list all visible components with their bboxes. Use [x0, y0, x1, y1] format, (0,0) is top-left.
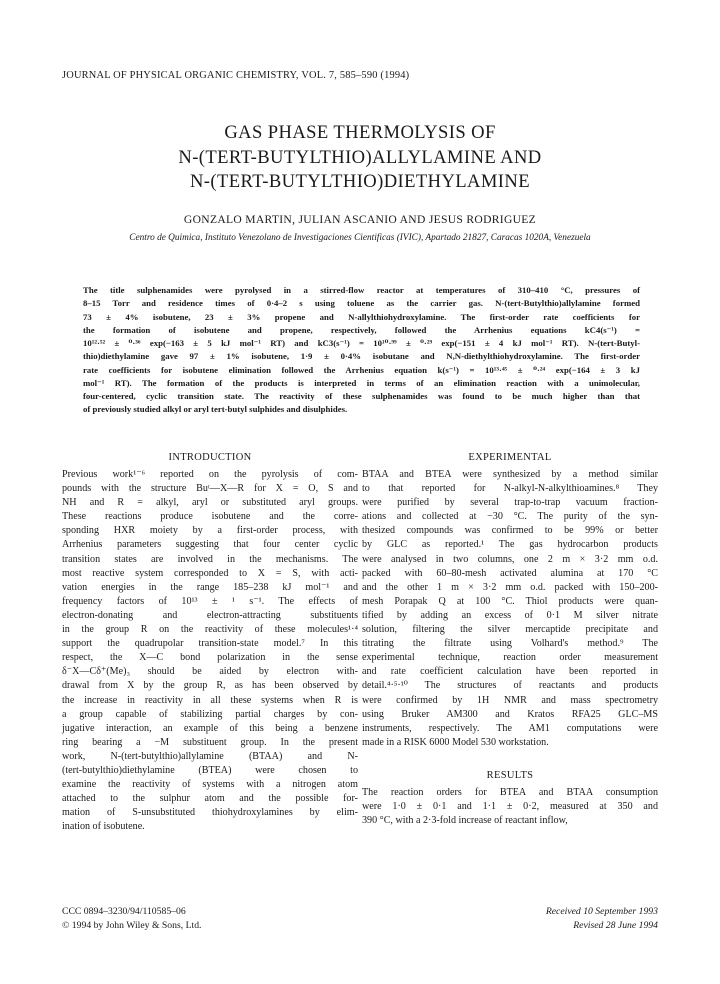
text-line: the increase in reactivity in all these systems when R is	[62, 694, 358, 706]
right-column	[362, 448, 658, 828]
text-line: transition states are involved in the mechanisms. The	[62, 553, 358, 565]
text-line: packed with 60–80-mesh activated alumina at 170 °C	[362, 567, 658, 579]
text-line: ination of isobutene.	[62, 821, 145, 833]
text-line: titrating the filtrate using Volhard's method.⁹ The	[362, 638, 658, 650]
text-line: solution, filtering the silver mercaptide precipitate and	[362, 624, 658, 636]
abstract-line: the formation of isobutene and propene, respectively, followed the Arrhenius equations kC4(s⁻¹) =	[83, 324, 640, 335]
text-line: were purified by several trap-to-trap vacuum fraction-	[362, 497, 658, 509]
text-line: using Bruker AM300 and Kratos RFA25 GLC–MS	[362, 708, 658, 720]
title-line: GAS PHASE THERMOLYSIS OF	[224, 122, 496, 143]
text-line: 390 °C, with a 2·3-fold increase of reactant inflow,	[362, 815, 568, 827]
text-line: sponding HXR moiety by a first-order process, with	[62, 525, 358, 537]
text-line: instruments, respectively. The AM1 computations were	[362, 722, 658, 734]
left-column	[62, 448, 358, 834]
text-line: a group capable of stabilizing partial charges by con-	[62, 708, 358, 720]
text-line: were confirmed by 1H NMR and mass spectrometry	[362, 694, 658, 706]
author-list: GONZALO MARTIN, JULIAN ASCANIO AND JESUS RODRIGUEZ	[183, 213, 537, 226]
text-line: attached to the sulphur atom and the possible for-	[62, 793, 358, 805]
text-line: pounds with the structure Buᵗ—X—R for X = O, S and	[62, 483, 358, 495]
title-line: N-(TERT-BUTYLTHIO)DIETHYLAMINE	[189, 171, 530, 192]
text-line: tified by adding an excess of 0·1 M silver nitrate	[362, 609, 658, 621]
text-line: BTAA and BTEA were synthesized by a method similar	[362, 469, 658, 480]
text-line: mesh Porapak Q at 100 °C. Thiol products were quan-	[362, 595, 658, 607]
affiliation: Centro de Quimica, Instituto Venezolano de Investigaciones Cientificas (IVIC), Apartado 21827, Caracas 1020A, Venezuela	[129, 233, 591, 243]
text-line: support the quadrupolar transition-state model.⁷ In this	[62, 638, 358, 650]
dates-block	[400, 905, 658, 933]
text-line: and the other 1 m × 3·2 mm o.d. packed with 150–200-	[362, 581, 658, 593]
abstract-line: 73 ± 4% isobutene, 23 ± 3% propene and N-allylthiohydroxylamine. The first-order rate coefficients for	[83, 311, 640, 322]
text-line: drawal from X by the group R, as has been observed by	[62, 680, 358, 692]
results-heading: RESULTS	[486, 769, 534, 781]
text-line: made in a RISK 6000 Model 530 workstation.	[362, 736, 549, 748]
abstract-line: rate coefficients for isobutene elimination followed the Arrhenius equation k(s⁻¹) = 10¹³·⁴⁵ ± ⁰·²⁴ exp(−164 ± 3 kJ	[83, 364, 640, 375]
experimental-heading: EXPERIMENTAL	[468, 452, 552, 463]
text-line: δ⁻X—Cδ⁺(Me)₃ should be aided by electron with-	[62, 666, 358, 678]
text-line: examine the reactivity of systems with a nitrogen atom	[62, 779, 358, 791]
text-line: work, N-(tert-butylthio)allylamine (BTAA) and N-	[62, 750, 358, 762]
received-date: Received 10 September 1993	[545, 906, 658, 917]
text-line: (tert-butylthio)diethylamine (BTEA) were chosen to	[62, 764, 358, 776]
experimental-body	[362, 468, 658, 750]
abstract-line: The title sulphenamides were pyrolysed in a stirred-flow reactor at temperatures of 310–410 °C, pressures of	[83, 285, 640, 295]
abstract	[83, 284, 640, 417]
text-line: in the group R on the reactivity of these molecules¹·⁴	[62, 624, 358, 636]
text-line: frequency factors of 10¹³ ± ¹ s⁻¹. The effects of	[62, 595, 358, 607]
article-title	[40, 121, 680, 195]
title-line: N-(TERT-BUTYLTHIO)ALLYLAMINE AND	[178, 146, 542, 168]
abstract-line: four-centered, cyclic transition state. The reactivity of these sulphenamides was found to be much higher than that	[83, 391, 640, 401]
abstract-line: thio)diethylamine gave 97 ± 1% isobutene, 1·9 ± 0·4% isobutane and N,N-diethylthiohydroxylamine. The first-order	[83, 351, 640, 362]
text-line: experimental technique, reaction order measurement	[362, 652, 658, 664]
text-line: The reaction orders for BTEA and BTAA consumption	[362, 786, 658, 798]
text-line: were analysed in two columns, one 2 m × 3·2 mm o.d.	[362, 553, 658, 565]
text-line: respect, the X—C bond polarization in the sense	[62, 652, 358, 664]
text-line: and rate coefficient calculation have been reported in	[362, 666, 658, 678]
abstract-line: 10¹²·⁵² ± ⁰·³⁶ exp(−163 ± 5 kJ mol⁻¹ RT) and kC3(s⁻¹) = 10¹⁰·⁹⁹ ± ⁰·²⁹ exp(−151 ± 4 kJ mol⁻¹ RT). N-(tert-Butyl-	[83, 338, 640, 348]
text-line: detail.⁴·⁵·¹⁰ The structures of reactants and products	[362, 680, 658, 692]
copyright-block	[62, 905, 342, 933]
introduction-heading: INTRODUCTION	[168, 452, 252, 463]
text-line: ations and collected at −30 °C. The purity of the syn-	[362, 511, 658, 523]
ccc-code: CCC 0894–3230/94/110585–06	[62, 906, 186, 917]
text-line: NH and R = alkyl, aryl or substituted aryl groups.	[62, 497, 358, 509]
journal-header: JOURNAL OF PHYSICAL ORGANIC CHEMISTRY, VOL. 7, 585–590 (1994)	[62, 70, 410, 81]
abstract-line: of previously studied alkyl or aryl tert-butyl sulphides and disulphides.	[83, 404, 348, 415]
copyright-line: © 1994 by John Wiley & Sons, Ltd.	[62, 920, 202, 931]
text-line: ring bearing a −M substituent group. In the present	[62, 736, 358, 748]
revised-date: Revised 28 June 1994	[573, 920, 658, 931]
text-line: vation energies in the range 185–238 kJ mol⁻¹ and	[62, 581, 358, 593]
text-line: by GLC as reported.¹ The gas hydrocarbon products	[362, 539, 658, 551]
text-line: thesized compounds was confirmed to be 99% or better	[362, 525, 658, 537]
results-body	[362, 786, 658, 828]
text-line: to that reported for N-alkyl-N-alkylthioamines.⁸ They	[362, 483, 658, 495]
text-line: were 1·0 ± 0·1 and 1·1 ± 0·2, measured at 350 and	[362, 800, 658, 812]
text-line: Arrhenius parameters suggesting that four center cyclic	[62, 539, 358, 551]
text-line: These reactions produce isobutene and the corre-	[62, 511, 358, 523]
text-line: electron-donating and electron-attracting substituents	[62, 609, 358, 621]
abstract-line: mol⁻¹ RT). The formation of the products is interpreted in terms of an elimination reaction with a unimolecular,	[83, 377, 640, 388]
text-line: jugative interaction, an example of this being a benzene	[62, 722, 358, 734]
abstract-line: 8–15 Torr and residence times of 0·4–2 s using toluene as the carrier gas. N-(tert-Butylthio)allylamine formed	[83, 298, 640, 309]
text-line: most reactive system corresponded to X = S, with acti-	[62, 567, 358, 579]
text-line: mation of S-unsubstituted thiohydroxylamines by elim-	[62, 807, 358, 819]
introduction-body	[62, 468, 358, 834]
text-line: Previous work¹⁻⁶ reported on the pyrolysis of com-	[62, 469, 358, 480]
